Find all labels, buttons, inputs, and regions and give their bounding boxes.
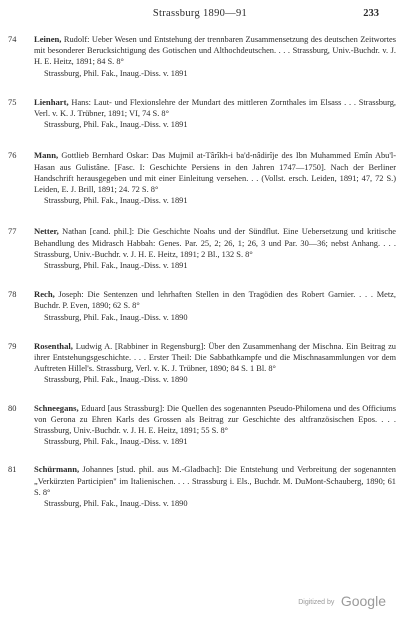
page-number: 233 — [363, 8, 379, 19]
entry-author: Leinen, — [34, 34, 62, 44]
entry-number: 74 — [8, 35, 17, 44]
bibliography-entry — [8, 289, 396, 323]
bibliography-entry — [8, 97, 396, 131]
bibliography-entry — [8, 403, 396, 448]
page-header — [0, 8, 400, 24]
entry-body — [34, 289, 396, 311]
running-title: Strassburg 1890—91 — [152, 8, 248, 19]
watermark-prefix: Digitized by — [298, 599, 335, 606]
entry-dissertation-note: Strassburg, Phil. Fak., Inaug.-Diss. v. 1891 — [44, 120, 188, 130]
entry-number: 78 — [8, 290, 17, 300]
entry-dissertation-note: Strassburg, Phil. Fak., Inaug.-Diss. v. 1891 — [44, 68, 188, 78]
entry-number: 75 — [8, 97, 17, 107]
entry-author: Mann, — [34, 150, 59, 161]
entry-author: Rech, — [34, 289, 55, 300]
entry-body — [34, 34, 396, 68]
entry-number: 79 — [8, 341, 17, 351]
entry-number: 77 — [8, 227, 17, 237]
bibliography-list — [8, 34, 396, 509]
entry-text: Eduard [aus Strassburg]: Die Quellen des sogenannten Pseudo-Philomena und des Officiums von Gerona zu Ehren Karls des Grossen als Beitrag zur Geschichte des altfranzösischen Epos. . . . Strassburg, Univ.-Buchdr. v. J. H. E. Heitz, 1891; 55 S. 8° — [34, 403, 397, 436]
entry-author: Rosenthal, — [34, 340, 73, 351]
entry-dissertation-note: Strassburg, Phil. Fak., Inaug.-Diss. v. 1890 — [44, 375, 188, 385]
entry-number: 76 — [8, 151, 17, 161]
entry-text: Ludwig A. [Rabbiner in Regensburg]: Über den Zusammenhang der Mischna. Ein Beitrag zu ihrer Entstehungsgeschichte. . . . Erster Theil: Die Sabbathkampfe und die Mischnasammlungen vor dem Auftreten Hillel's. Strassburg, Verl. v. K. J. Trübner, 1890; 84 S. 1 Bl. 8° — [34, 341, 396, 374]
bibliography-entry — [8, 34, 396, 79]
entry-dissertation-note: Strassburg, Phil. Fak., Inaug.-Diss. v. 1890 — [44, 312, 188, 322]
entry-text: Gottlieb Bernhard Oskar: Das Mujmil at-Târîkh-i ba'd-nâdirîje des Ibn Muhammed Emîn Abu'l-Hasan aus Gulistâne. [Fasc. I: Geschichte Persiens in den Jahren 1747—1750]. Nach der Berliner Handschrift herausgegeben und mit einer Einleitung versehen. . . (Vollst. ersch. Leiden, 1891; 47, 72 S.) Leiden, E. J. Brill, 1891; 24. 72 S. 8° — [34, 151, 396, 195]
entry-author: Lienhart, — [34, 96, 69, 107]
entry-text: Rudolf: Ueber Wesen und Entstehung der trennbaren Zusammensetzung des deutschen Zeitwortes mit besonderer Berucksichtigung des Gotischen und Althochdeutschen. . . . Strassburg, Univ.-Buchdr. v. J. H. E. Heitz, 1891; 84 S. 8° — [34, 35, 397, 67]
entry-dissertation-note: Strassburg, Phil. Fak., Inaug.-Diss. v. 1890 — [44, 499, 188, 509]
entry-author: Schürmann, — [34, 464, 80, 475]
entry-dissertation-note: Strassburg, Phil. Fak., Inaug.-Diss. v. 1891 — [44, 196, 188, 206]
bibliography-entry — [8, 341, 396, 386]
entry-body — [34, 226, 396, 260]
entry-body — [34, 341, 396, 375]
bibliography-entry — [8, 226, 396, 271]
entry-dissertation-note: Strassburg, Phil. Fak., Inaug.-Diss. v. 1891 — [44, 437, 188, 447]
bibliography-entry — [8, 464, 396, 509]
bibliography-entry — [8, 150, 396, 206]
entry-text: Joseph: Die Sentenzen und lehrhaften Stellen in den Tragödien des Robert Garnier. . . . Metz, Buchdr. P. Even, 1890; 62 S. 8° — [34, 290, 396, 311]
entry-dissertation-note: Strassburg, Phil. Fak., Inaug.-Diss. v. 1891 — [44, 261, 188, 271]
entry-body — [34, 150, 396, 195]
entry-text: Nathan [cand. phil.]: Die Geschichte Noahs und der Sündflut. Eine Uebersetzung und kritische Behandlung des Midrasch Habbah: Genes. Par. 25, 2; 26, 1; 26, 3 und Par. 30—36; nebst Anhang. . . . Strassburg, Univ.-Buchdr. v. J. H. E. Heitz, 1891; 2 Bl., 132 S. 8° — [34, 227, 396, 259]
entry-number: 81 — [8, 465, 17, 475]
entry-body — [34, 97, 396, 119]
entry-body — [34, 464, 396, 498]
entry-author: Schneegans, — [34, 402, 79, 413]
entry-body — [34, 403, 396, 437]
entry-text: Johannes [stud. phil. aus M.-Gladbach]: Die Entstehung und Verbreitung der sogenannten „Verkürzten Participien" im Italienischen. . . . Strassburg i. Els., Buchdr. M. DuMont-Schauberg, 1890; 61 S. 8° — [34, 465, 396, 497]
entry-number: 80 — [8, 403, 17, 413]
watermark-brand: Google — [340, 593, 386, 609]
entry-author: Netter, — [34, 226, 59, 237]
entry-text: Hans: Laut- und Flexionslehre der Mundart des mittleren Zornthales im Elsass . . . Strassburg, Verl. v. K. J. Trübner, 1891; VI, 74 S. 8° — [34, 97, 397, 119]
google-watermark — [298, 593, 386, 611]
